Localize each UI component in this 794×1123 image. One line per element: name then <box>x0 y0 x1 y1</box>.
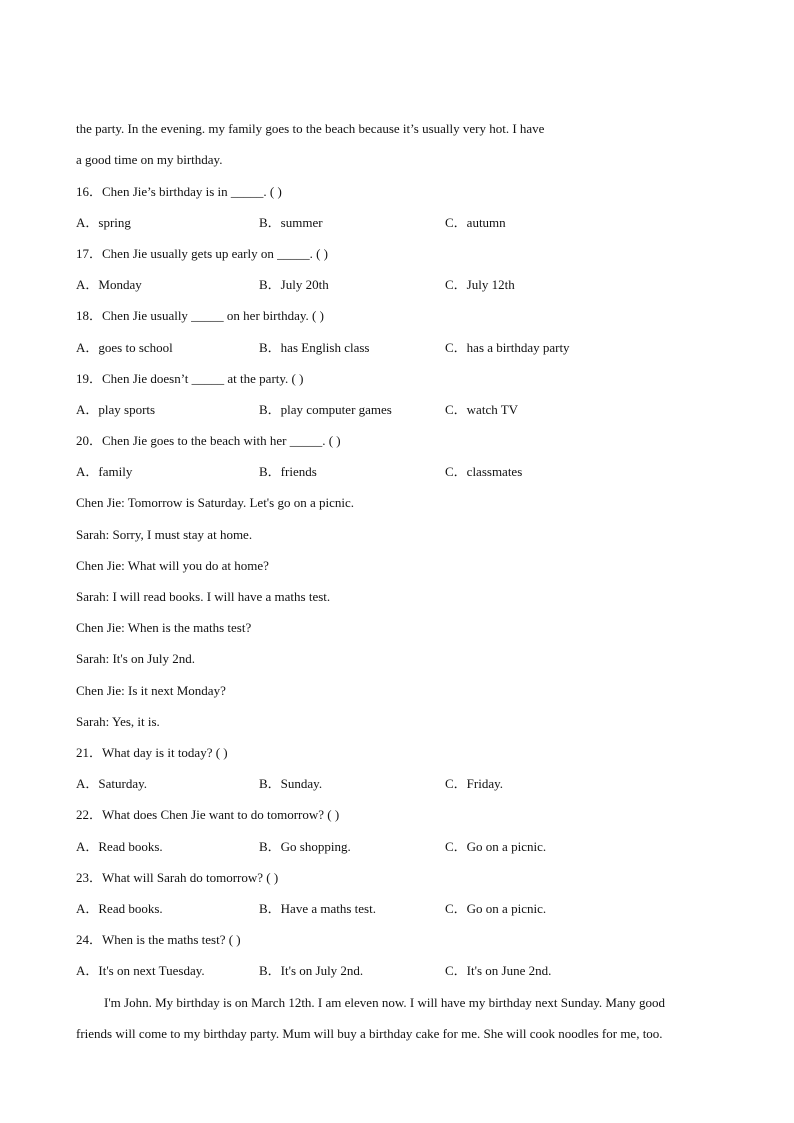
q18-option-a: A．goes to school <box>76 340 173 355</box>
q19-option-c: C．watch TV <box>445 402 519 417</box>
question-19: 19．Chen Jie doesn’t _____ at the party. ( ) <box>76 371 304 386</box>
q22-option-a: A．Read books. <box>76 839 163 854</box>
question-22: 22．What does Chen Jie want to do tomorrow? ( ) <box>76 807 340 822</box>
q22-option-b: B．Go shopping. <box>259 839 351 854</box>
passage-top-line-2: a good time on my birthday. <box>76 152 223 167</box>
q19-option-b: B．play computer games <box>259 402 392 417</box>
q24-option-b: B．It's on July 2nd. <box>259 963 364 978</box>
q17-option-a: A．Monday <box>76 277 142 292</box>
dialogue-line-8: Sarah: Yes, it is. <box>76 714 160 729</box>
q21-option-c: C．Friday. <box>445 776 504 791</box>
q18-option-b: B．has English class <box>259 340 370 355</box>
question-17: 17．Chen Jie usually gets up early on _____. ( ) <box>76 246 329 261</box>
q18-option-c: C．has a birthday party <box>445 340 570 355</box>
q21-option-b: B．Sunday. <box>259 776 323 791</box>
dialogue-line-5: Chen Jie: When is the maths test? <box>76 620 252 635</box>
dialogue-line-4: Sarah: I will read books. I will have a maths test. <box>76 589 331 604</box>
passage-top-line-1: the party. In the evening. my family goes to the beach because it’s usually very hot. I have <box>76 121 545 136</box>
question-16: 16．Chen Jie’s birthday is in _____. ( ) <box>76 184 282 199</box>
q20-option-a: A．family <box>76 464 133 479</box>
dialogue-line-6: Sarah: It's on July 2nd. <box>76 651 195 666</box>
q23-option-b: B．Have a maths test. <box>259 901 376 916</box>
dialogue-line-3: Chen Jie: What will you do at home? <box>76 558 269 573</box>
q21-option-a: A．Saturday. <box>76 776 148 791</box>
passage-bottom-line-1: I'm John. My birthday is on March 12th. I am eleven now. I will have my birthday next Sunday. Many good <box>104 995 666 1010</box>
question-21: 21．What day is it today? ( ) <box>76 745 228 760</box>
question-24: 24．When is the maths test? ( ) <box>76 932 241 947</box>
question-18: 18．Chen Jie usually _____ on her birthday. ( ) <box>76 308 324 323</box>
q17-option-c: C．July 12th <box>445 277 515 292</box>
q20-option-b: B．friends <box>259 464 317 479</box>
q17-option-b: B．July 20th <box>259 277 329 292</box>
question-23: 23．What will Sarah do tomorrow? ( ) <box>76 870 279 885</box>
dialogue-line-2: Sarah: Sorry, I must stay at home. <box>76 527 253 542</box>
q20-option-c: C．classmates <box>445 464 523 479</box>
q23-option-a: A．Read books. <box>76 901 163 916</box>
q16-option-c: C．autumn <box>445 215 506 230</box>
question-20: 20．Chen Jie goes to the beach with her _____. ( ) <box>76 433 341 448</box>
q16-option-b: B．summer <box>259 215 323 230</box>
q16-option-a: A．spring <box>76 215 131 230</box>
q24-option-c: C．It's on June 2nd. <box>445 963 552 978</box>
q24-option-a: A．It's on next Tuesday. <box>76 963 205 978</box>
q22-option-c: C．Go on a picnic. <box>445 839 547 854</box>
q23-option-c: C．Go on a picnic. <box>445 901 547 916</box>
dialogue-line-7: Chen Jie: Is it next Monday? <box>76 683 226 698</box>
dialogue-line-1: Chen Jie: Tomorrow is Saturday. Let's go on a picnic. <box>76 495 354 510</box>
q19-option-a: A．play sports <box>76 402 156 417</box>
passage-bottom-line-2: friends will come to my birthday party. Mum will buy a birthday cake for me. She will cook noodles for me, too. <box>76 1026 663 1041</box>
